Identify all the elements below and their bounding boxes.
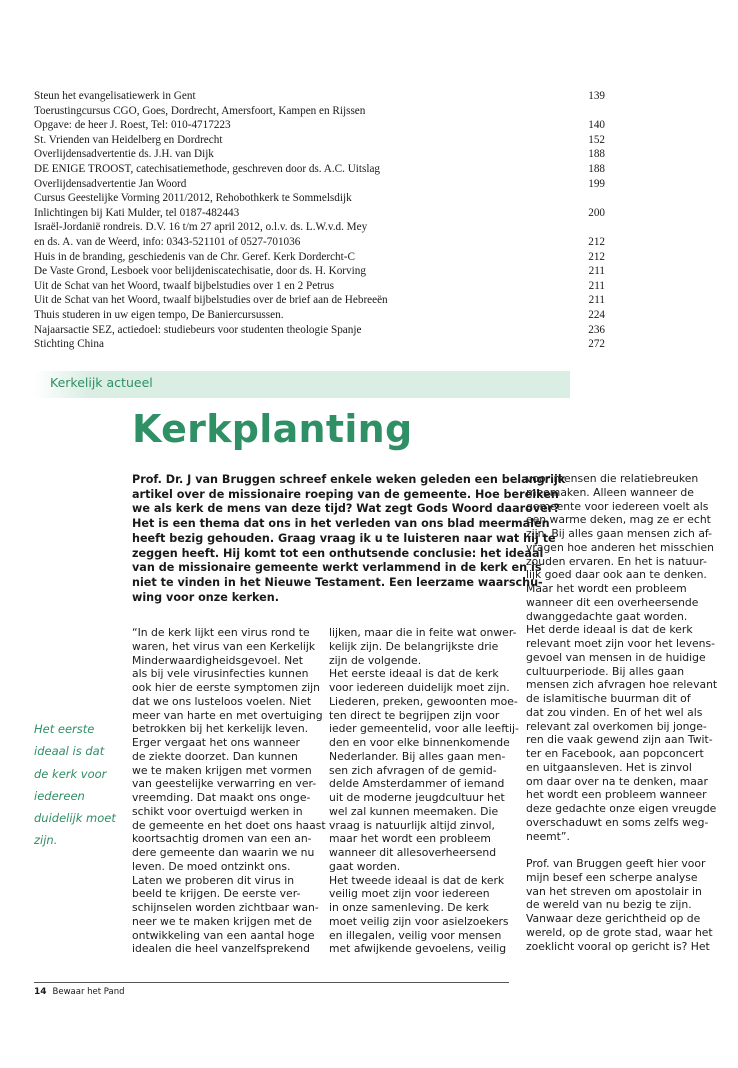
- index-row: [34, 337, 605, 352]
- body-line: Prof. van Bruggen geeft hier voor: [526, 857, 706, 870]
- body-line: maar het wordt een probleem: [329, 832, 491, 846]
- index-entry-text: Inlichtingen bij Kati Mulder, tel 0187-482443: [34, 206, 240, 219]
- lead-line: Het is een thema dat ons in het verleden van ons blad meermalen: [132, 517, 550, 531]
- index-entry-text: en ds. A. van de Weerd, info: 0343-521101 of 0527-701036: [34, 235, 301, 248]
- lead-line: van de missionaire gemeente werkt verlammend in de kerk en is: [132, 561, 542, 575]
- index-entry-text: Overlijdensadvertentie Jan Woord: [34, 177, 187, 190]
- body-line: de wereld van nu bezig te zijn.: [526, 898, 692, 912]
- body-line: ook hier de eerste symptomen zijn: [132, 681, 321, 694]
- index-row: [34, 191, 605, 206]
- index-entry-page: 211: [588, 279, 605, 292]
- article-title: Kerkplanting: [132, 407, 413, 451]
- pull-quote-line: de kerk voor: [34, 766, 107, 781]
- index-list: [34, 89, 605, 352]
- index-row: [34, 279, 605, 294]
- body-line: de islamitische buurman dit of: [526, 692, 691, 705]
- body-line: sen zich afvragen of de gemid-: [329, 763, 497, 777]
- body-line: Erger vergaat het ons wanneer: [132, 736, 300, 749]
- body-line: moet veilig zijn voor asielzoekers: [329, 914, 509, 928]
- body-line: Vanwaar deze gerichtheid op de: [526, 912, 701, 925]
- lead-line: we als kerk de mens van deze tijd? Wat zegt Gods Woord daarover?: [132, 502, 560, 516]
- body-line: wel zal kunnen meemaken. Die: [329, 804, 499, 818]
- body-line: veilig moet zijn voor iedereen: [329, 887, 490, 901]
- index-row: [34, 264, 605, 279]
- index-entry-text: DE ENIGE TROOST, catechisatiemethode, geschreven door ds. A.C. Uitslag: [34, 162, 381, 175]
- body-line: van geestelijke verwarring en ver-: [132, 777, 317, 791]
- body-line: Het derde ideaal is dat de kerk: [526, 623, 693, 637]
- body-line: dere gemeente dan waarin we nu: [132, 846, 315, 859]
- body-line: als bij vele virusinfecties kunnen: [132, 667, 309, 681]
- body-line: overschaduwt en soms zelfs weg-: [526, 815, 709, 829]
- pull-quote-line: zijn.: [34, 833, 58, 848]
- lead-line: wing voor onze kerken.: [132, 590, 279, 604]
- page-footer: [34, 987, 125, 998]
- index-row: [34, 206, 605, 221]
- index-entry-page: 224: [588, 308, 605, 321]
- index-entry-text: Najaarsactie SEZ, actiedoel: studiebeurs voor studenten theologie Spanje: [34, 323, 362, 336]
- index-row: [34, 323, 605, 338]
- body-line: waren, het virus van een Kerkelijk: [132, 639, 316, 653]
- pull-quote-line: duidelijk moet: [34, 811, 116, 826]
- index-entry-page: 152: [588, 133, 605, 146]
- index-entry-page: 211: [588, 294, 605, 307]
- body-line: schijnselen worden zichtbaar wan-: [132, 901, 319, 914]
- body-line: lijk goed daar ook aan te denken.: [526, 568, 707, 582]
- index-entry-text: Stichting China: [34, 338, 104, 351]
- lead-line: niet te vinden in het Nieuwe Testament. Een leerzame waarschu-: [132, 575, 543, 589]
- body-line: dat we ons lusteloos voelen. Niet: [132, 694, 312, 708]
- index-entry-text: Huis in de branding, geschiedenis van de Chr. Geref. Kerk Dordercht-C: [34, 250, 355, 263]
- body-line: deze gedachte onze eigen vreugde: [526, 802, 717, 815]
- index-entry-text: Toerustingcursus CGO, Goes, Dordrecht, Amersfoort, Kampen en Rijssen: [34, 104, 366, 117]
- index-row: [34, 89, 605, 104]
- body-line: “In de kerk lijkt een virus rond te: [132, 626, 310, 639]
- body-line: ontwikkeling van een aantal hoge: [132, 928, 315, 942]
- body-line: de gemeente en het doet ons haast: [132, 818, 326, 832]
- body-line: vreemding. Dat maakt ons onge-: [132, 791, 311, 804]
- body-line: gevoel van mensen in de huidige: [526, 650, 706, 664]
- index-entry-page: 211: [588, 265, 605, 278]
- index-entry-text: Cursus Geestelijke Vorming 2011/2012, Rehobothkerk te Sommelsdijk: [34, 192, 352, 205]
- index-entry-text: St. Vrienden van Heidelberg en Dordrecht: [34, 133, 223, 146]
- index-row: [34, 220, 605, 235]
- page-number: 14: [34, 987, 47, 997]
- index-entry-text: Uit de Schat van het Woord, twaalf bijbelstudies over 1 en 2 Petrus: [34, 279, 334, 292]
- body-line: kelijk zijn. De belangrijkste drie: [329, 639, 499, 653]
- body-line: schikt voor overtuigd werken in: [132, 804, 303, 818]
- index-entry-text: Opgave: de heer J. Roest, Tel: 010-4717223: [34, 119, 231, 132]
- body-line: betrokken bij het kerkelijk leven.: [132, 722, 309, 736]
- body-line: vraag is natuurlijk altijd zinvol,: [329, 818, 495, 832]
- body-line: Minderwaardigheidsgevoel. Net: [132, 653, 304, 667]
- index-row: [34, 250, 605, 265]
- body-line: lijken, maar die in feite wat onwer-: [329, 626, 517, 639]
- body-line: ter en Facebook, aan popconcert: [526, 747, 704, 760]
- index-row: [34, 162, 605, 177]
- body-line: voor mensen die relatiebreuken: [526, 472, 699, 485]
- section-banner: [34, 371, 570, 398]
- index-entry-page: 139: [588, 90, 605, 102]
- body-line: uit de moderne jeugdcultuur het: [329, 791, 505, 804]
- pull-quote-line: ideaal is dat: [34, 744, 105, 759]
- body-line: het wordt een probleem wanneer: [526, 788, 707, 802]
- body-line: om daar over na te denken, maar: [526, 774, 708, 788]
- pull-quote-line: Het eerste: [34, 722, 95, 736]
- body-line: idealen die heel vanzelfsprekend: [132, 942, 311, 956]
- lead-paragraph: [132, 473, 566, 605]
- body-column-1: [132, 626, 326, 956]
- body-line: met afwijkende gevoelens, veilig: [329, 942, 507, 956]
- body-line: beeld te krijgen. De eerste ver-: [132, 887, 301, 901]
- section-label: Kerkelijk actueel: [50, 375, 153, 390]
- body-line: Liederen, preken, gewoonten moe-: [329, 694, 518, 708]
- index-row: [34, 293, 605, 308]
- body-line: voor iedereen duidelijk moet zijn.: [329, 681, 510, 694]
- index-entry-text: Thuis studeren in uw eigen tempo, De Baniercursussen.: [34, 308, 284, 321]
- body-line: relevant zal overkomen bij jonge-: [526, 719, 707, 733]
- publication-name: Bewaar het Pand: [52, 987, 125, 997]
- body-line: Nederlander. Bij alles gaan men-: [329, 749, 506, 763]
- footer-rule: [34, 982, 509, 983]
- lead-line: artikel over de missionaire roeping van de gemeente. Hoe bereiken: [132, 487, 559, 501]
- body-line: [526, 843, 716, 857]
- index-row: [34, 133, 605, 148]
- pull-quote: [34, 718, 126, 852]
- body-line: meemaken. Alleen wanneer de: [526, 485, 694, 499]
- lead-line: Prof. Dr. J van Bruggen schreef enkele weken geleden een belangrijk: [132, 473, 566, 486]
- body-line: en uitgaansleven. Het is zinvol: [526, 760, 692, 774]
- body-line: gaat worden.: [329, 859, 401, 873]
- body-line: ieder gemeentelid, voor alle leeftij-: [329, 722, 519, 736]
- index-entry-text: Overlijdensadvertentie ds. J.H. van Dijk: [34, 148, 214, 161]
- index-entry-page: 212: [588, 235, 605, 248]
- body-line: Laten we proberen dit virus in: [132, 873, 295, 887]
- body-line: relevant moet zijn voor het levens-: [526, 637, 716, 650]
- body-line: wanneer dit allesoverheersend: [329, 846, 497, 859]
- body-line: Het eerste ideaal is dat de kerk: [329, 667, 499, 681]
- body-line: neemt”.: [526, 829, 570, 843]
- body-line: mensen zich afvragen hoe relevant: [526, 678, 718, 692]
- body-line: wanneer dit een overheersende: [526, 595, 699, 609]
- body-line: meer van harte en met overtuiging: [132, 708, 323, 722]
- body-line: ren die vaak gewend zijn aan Twit-: [526, 733, 713, 747]
- body-line: zijn. Bij alles gaan mensen zich af-: [526, 527, 713, 540]
- body-line: wereld, op de grote stad, waar het: [526, 925, 713, 939]
- index-entry-page: 212: [588, 250, 605, 263]
- body-line: we te maken krijgen met vormen: [132, 763, 312, 777]
- body-line: ten direct te begrijpen zijn voor: [329, 708, 500, 722]
- lead-line: zeggen heeft. Hij komt tot een onthutsende conclusie: het ideaal: [132, 546, 544, 560]
- body-line: neer we te maken krijgen met de: [132, 914, 312, 928]
- index-entry-page: 236: [588, 323, 605, 336]
- body-line: Maar het wordt een probleem: [526, 582, 687, 595]
- index-row: [34, 147, 605, 162]
- body-line: dwanggedachte gaat worden.: [526, 609, 688, 623]
- body-line: een warme deken, mag ze er echt: [526, 513, 711, 527]
- body-line: mijn besef een scherpe analyse: [526, 870, 698, 884]
- body-line: zoeklicht vooral op gericht is? Het: [526, 939, 710, 953]
- index-entry-text: De Vaste Grond, Lesboek voor belijdeniscatechisatie, door ds. H. Korving: [34, 265, 366, 278]
- index-entry-text: Steun het evangelisatiewerk in Gent: [34, 90, 196, 102]
- index-row: [34, 235, 605, 250]
- index-entry-page: 188: [588, 162, 605, 175]
- body-line: de ziekte doorzet. Dan kunnen: [132, 749, 298, 763]
- body-line: Het tweede ideaal is dat de kerk: [329, 873, 505, 887]
- index-entry-text: Uit de Schat van het Woord, twaalf bijbelstudies over de brief aan de Hebreeën: [34, 294, 388, 307]
- body-line: den en voor elke binnenkomende: [329, 736, 510, 749]
- index-entry-text: Israël-Jordanië rondreis. D.V. 16 t/m 27 april 2012, o.l.v. ds. L.W.v.d. Mey: [34, 221, 368, 234]
- index-entry-page: 272: [588, 338, 605, 351]
- index-entry-page: 200: [588, 206, 605, 219]
- body-line: in onze samenleving. De kerk: [329, 901, 489, 914]
- body-line: koortsachtig dromen van een an-: [132, 832, 312, 846]
- pull-quote-line: iedereen: [34, 788, 85, 803]
- body-line: dat zou vinden. En of het wel als: [526, 705, 703, 719]
- body-column-2: [329, 626, 519, 956]
- body-line: zijn de volgende.: [329, 653, 422, 667]
- index-row: [34, 118, 605, 133]
- index-row: [34, 104, 605, 119]
- index-row: [34, 308, 605, 323]
- body-line: leven. De moed ontzinkt ons.: [132, 859, 291, 873]
- body-line: delde Amsterdammer of iemand: [329, 777, 505, 791]
- body-line: van het streven om apostolair in: [526, 884, 702, 898]
- body-line: en illegalen, veilig voor mensen: [329, 928, 502, 942]
- body-line: zouden ervaren. En het is natuur-: [526, 554, 707, 568]
- index-entry-page: 199: [588, 177, 605, 190]
- body-column-3: [526, 472, 716, 953]
- index-entry-page: 188: [588, 148, 605, 161]
- lead-line: heeft bezig gehouden. Graag vraag ik u te luisteren naar wat hij te: [132, 531, 556, 545]
- index-entry-page: 140: [588, 119, 605, 132]
- body-line: vragen hoe anderen het misschien: [526, 540, 714, 554]
- body-line: cultuurperiode. Bij alles gaan: [526, 664, 685, 678]
- body-line: gemeente voor iedereen voelt als: [526, 499, 709, 513]
- index-row: [34, 177, 605, 192]
